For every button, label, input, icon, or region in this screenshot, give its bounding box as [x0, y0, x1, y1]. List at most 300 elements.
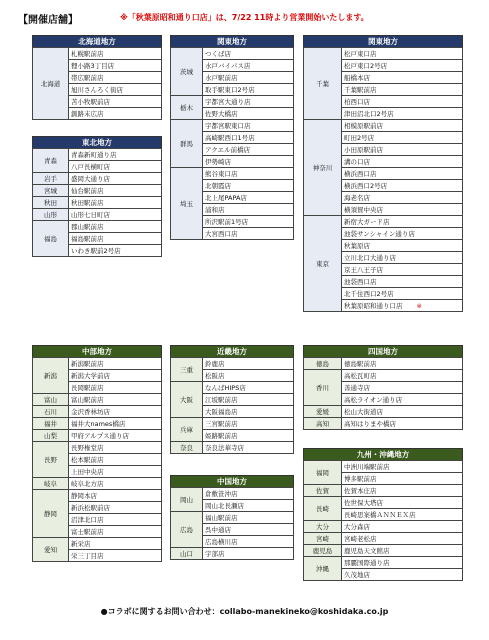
prefecture-cell: 大阪: [171, 382, 203, 418]
store-cell: [342, 485, 463, 497]
store-cell: [203, 382, 294, 394]
store-cell: [342, 264, 463, 276]
store-name: 盛岡大通り店: [71, 174, 110, 183]
store-name: 所沢駅前1号店: [205, 217, 249, 226]
prefecture-cell: 沖縄: [304, 557, 342, 581]
store-name: 高松瓦町店: [344, 371, 377, 380]
store-cell: [203, 204, 294, 216]
store-name: 千葉駅前店: [344, 85, 377, 94]
store-cell: [203, 192, 294, 204]
store-name: 北上尾PAPA店: [205, 193, 247, 202]
store-table: [170, 47, 294, 240]
store-name: 鈴鹿店: [205, 359, 225, 368]
prefecture-cell: 福岡: [304, 461, 342, 485]
store-name: 旭川さんろく街店: [71, 85, 123, 94]
store-cell: [203, 96, 294, 108]
store-cell: [203, 156, 294, 168]
store-name: 北千住西口2号店: [344, 289, 394, 298]
store-cell: [342, 288, 463, 300]
store-cell: [342, 96, 463, 108]
prefecture-cell: 広島: [171, 512, 203, 548]
store-name: 松阪店: [205, 371, 225, 380]
store-cell: [69, 370, 162, 382]
store-cell: [69, 84, 162, 96]
store-name: 札幌駅前店: [71, 49, 104, 58]
store-row: [171, 512, 294, 524]
store-cell: [203, 500, 294, 512]
notice-text: 「秋葉原昭和通り口店」は、7/22 11時より営業開始いたします。: [127, 13, 369, 22]
store-row: [171, 488, 294, 500]
prefecture-cell: 北海道: [33, 48, 69, 120]
store-name: 松戸東口店: [344, 49, 377, 58]
store-cell: [342, 72, 463, 84]
store-row: [33, 221, 162, 233]
store-name: なんばHIPS店: [205, 383, 246, 392]
store-name: 徳島駅前店: [344, 359, 377, 368]
prefecture-cell: 愛媛: [304, 406, 342, 418]
store-name: 福島駅前店: [71, 234, 104, 243]
store-cell: [69, 96, 162, 108]
store-name: 奈良法華寺店: [205, 443, 244, 452]
prefecture-cell: 佐賀: [304, 485, 342, 497]
store-cell: [69, 221, 162, 233]
store-cell: [69, 430, 162, 442]
store-cell: [342, 168, 463, 180]
store-name: 横浜西口店: [344, 169, 377, 178]
store-cell: [203, 60, 294, 72]
store-name: つくば店: [205, 49, 231, 58]
store-row: [33, 406, 162, 418]
store-name: 栄三丁目店: [71, 551, 104, 560]
store-cell: [203, 180, 294, 192]
store-cell: [342, 370, 463, 382]
store-cell: [69, 406, 162, 418]
store-name: 沼津北口店: [71, 515, 104, 524]
store-name: 新栄店: [71, 539, 91, 548]
store-name: 大阪福島店: [205, 407, 238, 416]
store-cell: [342, 48, 463, 60]
region-kinki: [170, 345, 294, 454]
prefecture-cell: 静岡: [33, 490, 69, 538]
store-name: 秋田駅前店: [71, 198, 104, 207]
store-cell: [203, 442, 294, 454]
store-name: 松本駅前店: [71, 455, 104, 464]
store-cell: [203, 406, 294, 418]
prefecture-cell: 栃木: [171, 96, 203, 120]
prefecture-cell: 東京: [304, 216, 342, 312]
store-name: 立川北口大通り店: [344, 253, 396, 262]
prefecture-cell: 奈良: [171, 442, 203, 454]
store-cell: [203, 488, 294, 500]
store-cell: [203, 108, 294, 120]
store-row: [171, 168, 294, 180]
region-kyushu: [303, 448, 463, 581]
store-row: [33, 149, 162, 161]
store-name: 津田沼北口2号店: [344, 109, 394, 118]
store-name: 池袋サンシャイン通り店: [344, 229, 415, 238]
store-cell: [342, 144, 463, 156]
store-cell: [342, 461, 463, 473]
store-name: 溝の口店: [344, 157, 370, 166]
region-header: 関東地方: [170, 35, 294, 47]
region-chugoku: [170, 475, 294, 560]
store-cell: [342, 382, 463, 394]
store-name: 北朝霞店: [205, 181, 231, 190]
store-name: 鹿児島天文館店: [344, 546, 390, 555]
store-cell: [203, 524, 294, 536]
store-cell: [342, 132, 463, 144]
store-name: 宇都宮駅東口店: [205, 121, 251, 130]
store-cell: [342, 418, 463, 430]
store-cell: [342, 192, 463, 204]
store-name: 熊谷東口店: [205, 169, 238, 178]
store-name: 甲府アルプス通り店: [71, 431, 129, 440]
store-cell: [69, 454, 162, 466]
store-cell: [203, 132, 294, 144]
store-cell: [69, 233, 162, 245]
prefecture-cell: 鹿児島: [304, 545, 342, 557]
store-row: [304, 418, 463, 430]
prefecture-cell: 長野: [33, 442, 69, 478]
page-title: 【開催店舗】: [18, 15, 78, 26]
prefecture-cell: 富山: [33, 394, 69, 406]
region-header: 近畿地方: [170, 345, 294, 357]
store-cell: [203, 48, 294, 60]
notice-mark: ※: [120, 13, 128, 22]
store-name: 仙台駅前店: [71, 186, 104, 195]
store-cell: [203, 228, 294, 240]
store-cell: [342, 84, 463, 96]
store-name: 浦和店: [205, 205, 225, 214]
store-name: 佐賀本庄店: [344, 486, 377, 495]
store-name: 姫路駅前店: [205, 431, 238, 440]
prefecture-cell: 岡山: [171, 488, 203, 512]
store-cell: [69, 442, 162, 454]
store-name: 取手駅東口2号店: [205, 85, 255, 94]
store-row: [171, 418, 294, 430]
store-name: 船橋本店: [344, 73, 370, 82]
prefecture-cell: 兵庫: [171, 418, 203, 442]
region-tohoku: [32, 136, 162, 257]
store-cell: [69, 358, 162, 370]
region-shikoku: [303, 345, 463, 430]
store-cell: [69, 382, 162, 394]
store-cell: [342, 569, 463, 581]
store-name: 中洲川端駅前店: [344, 462, 390, 471]
store-row: [304, 557, 463, 569]
store-cell: [342, 252, 463, 264]
prefecture-cell: 新潟: [33, 358, 69, 394]
store-cell: [69, 209, 162, 221]
page-header: [10, 8, 480, 30]
store-name: 相模原駅前店: [344, 121, 383, 130]
store-row: [171, 442, 294, 454]
store-name: 静岡本店: [71, 491, 97, 500]
store-name: アクエル前橋店: [205, 145, 251, 154]
store-cell: [342, 180, 463, 192]
store-row: [171, 96, 294, 108]
store-row: [171, 548, 294, 560]
opening-notice: [120, 12, 369, 23]
store-name: 久茂地店: [344, 570, 370, 579]
store-name: 宇都宮大通り店: [205, 97, 251, 106]
store-name: 新潟駅前店: [71, 359, 104, 368]
region-header: 四国地方: [303, 345, 463, 357]
prefecture-cell: 岐阜: [33, 478, 69, 490]
store-name: 宮崎老松店: [344, 534, 377, 543]
store-name: 博多駅前店: [344, 474, 377, 483]
region-hokkaido: [32, 35, 162, 120]
store-cell: [342, 108, 463, 120]
store-name: 小田原駅前店: [344, 145, 383, 154]
store-cell: [69, 478, 162, 490]
store-row: [33, 394, 162, 406]
store-row: [171, 48, 294, 60]
store-name: 新潟大学前店: [71, 371, 110, 380]
store-name: 高崎駅西口1号店: [205, 133, 255, 142]
store-name: 福井大names橋店: [71, 419, 126, 428]
store-row: [33, 48, 162, 60]
store-row: [304, 216, 463, 228]
store-table: [170, 357, 294, 454]
store-name: 京王八王子店: [344, 265, 383, 274]
prefecture-cell: 山梨: [33, 430, 69, 442]
store-row: [33, 442, 162, 454]
prefecture-cell: 長崎: [304, 497, 342, 521]
store-cell: [69, 550, 162, 562]
store-name: 秋葉原昭和通り口店: [344, 301, 403, 310]
store-name: 宇部店: [205, 549, 225, 558]
store-name: 上田中央店: [71, 467, 104, 476]
store-name: 青森新町通り店: [71, 150, 117, 159]
store-cell: [69, 538, 162, 550]
store-name: 山形七日町店: [71, 210, 110, 219]
store-name: いわき駅前2号店: [71, 246, 121, 255]
prefecture-cell: 宮崎: [304, 533, 342, 545]
store-row: [304, 461, 463, 473]
region-kanto1: [170, 35, 294, 240]
store-name: 横浜西口2号店: [344, 181, 388, 190]
store-name: 富山駅前店: [71, 395, 104, 404]
store-table: [32, 148, 162, 257]
store-name: 佐野大橋店: [205, 109, 238, 118]
store-name: 郡山駅前店: [71, 222, 104, 231]
store-cell: [203, 120, 294, 132]
store-table: [303, 460, 463, 581]
store-cell: [342, 240, 463, 252]
region-header: 中国地方: [170, 475, 294, 487]
store-cell: [69, 161, 162, 173]
store-name: 長崎思案橋ＡＮＮＥＸ店: [344, 510, 416, 519]
store-name: 江坂駅前店: [205, 395, 238, 404]
prefecture-cell: 埼玉: [171, 168, 203, 240]
region-header: 東北地方: [32, 136, 162, 148]
store-row: [304, 358, 463, 370]
store-cell: [69, 418, 162, 430]
store-table: [303, 47, 463, 312]
prefecture-cell: 徳島: [304, 358, 342, 370]
prefecture-cell: 山口: [171, 548, 203, 560]
store-name: 釧路末広店: [71, 109, 104, 118]
store-name: 金沢香林坊店: [71, 407, 110, 416]
store-cell: [203, 536, 294, 548]
store-row: [33, 490, 162, 502]
store-row: [33, 418, 162, 430]
store-name: 水戸バイパス店: [205, 61, 251, 70]
store-cell: [342, 276, 463, 288]
store-name: 三宮駅前店: [205, 419, 238, 428]
store-name: 長野権堂店: [71, 443, 104, 452]
store-cell: [342, 509, 463, 521]
prefecture-cell: 神奈川: [304, 120, 342, 216]
store-name: 横須賀中央店: [344, 205, 383, 214]
store-row: [171, 120, 294, 132]
store-name: 秋葉原店: [344, 241, 370, 250]
prefecture-cell: 三重: [171, 358, 203, 382]
store-row: [171, 382, 294, 394]
store-name: 町田2号店: [344, 133, 375, 142]
store-name: 松戸東口2号店: [344, 61, 388, 70]
store-cell: [69, 48, 162, 60]
store-name: 狸小路3丁目店: [71, 61, 115, 70]
store-cell: [342, 358, 463, 370]
store-cell: [69, 149, 162, 161]
store-cell: [69, 526, 162, 538]
store-cell: [203, 216, 294, 228]
store-row: [33, 358, 162, 370]
store-name: 新浜松駅前店: [71, 503, 110, 512]
store-row: [33, 430, 162, 442]
store-name: 苫小牧駅前店: [71, 97, 110, 106]
store-cell: [203, 394, 294, 406]
store-row: [33, 197, 162, 209]
store-row: [304, 497, 463, 509]
store-table: [32, 47, 162, 120]
store-cell: [342, 557, 463, 569]
prefecture-cell: 茨城: [171, 48, 203, 96]
store-cell: [203, 418, 294, 430]
store-cell: [342, 156, 463, 168]
store-cell: [342, 406, 463, 418]
store-cell: [203, 144, 294, 156]
store-cell: [69, 490, 162, 502]
prefecture-cell: 青森: [33, 149, 69, 173]
prefecture-cell: 愛知: [33, 538, 69, 562]
store-row: [304, 521, 463, 533]
store-row: [171, 358, 294, 370]
store-name: 富士駅前店: [71, 527, 104, 536]
store-name: 福山駅前店: [205, 513, 238, 522]
store-cell: [69, 108, 162, 120]
store-name: 帯広駅前店: [71, 73, 104, 82]
store-cell: [342, 300, 463, 312]
store-cell: [203, 370, 294, 382]
prefecture-cell: 群馬: [171, 120, 203, 168]
prefecture-cell: 高知: [304, 418, 342, 430]
store-name: 大分森店: [344, 522, 370, 531]
region-header: 中部地方: [32, 345, 162, 357]
store-cell: [342, 120, 463, 132]
region-chubu: [32, 345, 162, 562]
store-row: [304, 48, 463, 60]
region-header: 関東地方: [303, 35, 463, 47]
store-row: [304, 485, 463, 497]
store-name: 海老名店: [344, 193, 370, 202]
store-name: 岐阜北方店: [71, 479, 104, 488]
prefecture-cell: 香川: [304, 370, 342, 406]
new-store-mark: ※: [416, 301, 422, 310]
prefecture-cell: 福井: [33, 418, 69, 430]
store-row: [304, 370, 463, 382]
store-cell: [69, 72, 162, 84]
store-cell: [342, 497, 463, 509]
store-row: [304, 533, 463, 545]
store-cell: [342, 521, 463, 533]
store-cell: [69, 60, 162, 72]
prefecture-cell: 大分: [304, 521, 342, 533]
store-name: 松山大街道店: [344, 407, 383, 416]
store-name: 池袋西口店: [344, 277, 377, 286]
store-row: [304, 120, 463, 132]
store-cell: [342, 533, 463, 545]
store-name: 新宿大ガード店: [344, 217, 390, 226]
store-cell: [342, 216, 463, 228]
store-cell: [69, 185, 162, 197]
store-cell: [69, 245, 162, 257]
store-row: [33, 209, 162, 221]
store-cell: [342, 60, 463, 72]
store-row: [33, 538, 162, 550]
store-cell: [203, 84, 294, 96]
store-cell: [203, 548, 294, 560]
store-name: 倉敷笹沖店: [205, 489, 238, 498]
store-cell: [342, 545, 463, 557]
contact-footer: ●コラボに関するお問い合わせ：collabo-manekineko@koshidaka.co.jp: [100, 607, 389, 616]
store-cell: [203, 512, 294, 524]
store-cell: [69, 514, 162, 526]
store-cell: [342, 204, 463, 216]
store-name: 伊勢崎店: [205, 157, 231, 166]
store-cell: [69, 502, 162, 514]
store-row: [304, 406, 463, 418]
prefecture-cell: 宮城: [33, 185, 69, 197]
region-header: 北海道地方: [32, 35, 162, 47]
store-name: 岡山北長瀬店: [205, 501, 244, 510]
store-name: 広島横川店: [205, 537, 238, 546]
store-name: 水戸駅前店: [205, 73, 238, 82]
store-name: 佐世保大塔店: [344, 498, 383, 507]
store-cell: [342, 473, 463, 485]
store-cell: [203, 358, 294, 370]
store-cell: [203, 72, 294, 84]
store-name: 高松ライオン通り店: [344, 395, 403, 404]
store-cell: [203, 430, 294, 442]
store-cell: [342, 394, 463, 406]
store-table: [32, 357, 162, 562]
store-name: 呉中通店: [205, 525, 231, 534]
store-cell: [69, 394, 162, 406]
prefecture-cell: 福島: [33, 221, 69, 257]
prefecture-cell: 岩手: [33, 173, 69, 185]
store-row: [304, 545, 463, 557]
store-cell: [69, 197, 162, 209]
prefecture-cell: 石川: [33, 406, 69, 418]
store-name: 高知はりまや橋店: [344, 419, 396, 428]
prefecture-cell: 秋田: [33, 197, 69, 209]
region-kanto2: [303, 35, 463, 312]
store-name: 八戸長横町店: [71, 162, 110, 171]
store-name: 柏西口店: [344, 97, 370, 106]
